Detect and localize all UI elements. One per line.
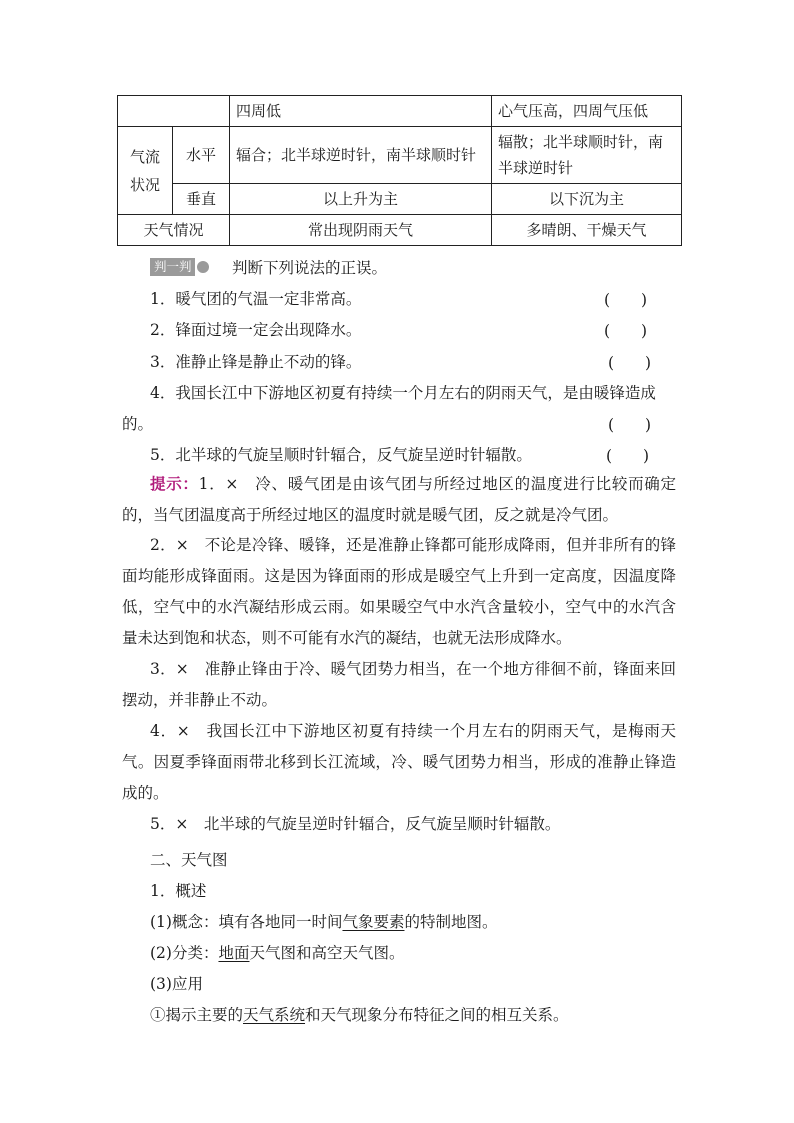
judge-item-4-cont: 的。 — [122, 415, 154, 433]
comparison-table — [117, 95, 682, 246]
hint-3: 3．× 准静止锋由于冷、暖气团势力相当，在一个地方徘徊不前，锋面来回摆动，并非静止不动。 — [122, 660, 676, 709]
hint-1-text: 1．× 冷、暖气团是由该气团与所经过地区的温度进行比较而确定的，当气团温度高于所经过地区的温度时就是暖气团，反之就是冷气团。 — [122, 475, 676, 524]
weather-label-cell — [118, 215, 230, 246]
table-cell-text: 常出现阴雨天气 — [307, 221, 413, 239]
class-underline: 地面 — [218, 944, 250, 962]
judge-title: 判断下列说法的正误。 — [232, 259, 388, 277]
judge-item-1: 1．暖气团的气温一定非常高。 — [150, 290, 362, 308]
table-row — [118, 96, 682, 127]
judge-badge — [150, 258, 209, 276]
table-row — [118, 127, 682, 184]
table-cell-text: 心气压高，四周气压低 — [498, 102, 649, 120]
table-cell-text: 辐散；北半球顺时针，南半球逆时针 — [498, 133, 664, 177]
table-cell — [230, 215, 492, 246]
hint-4: 4．× 我国长江中下游地区初夏有持续一个月左右的阴雨天气，是梅雨天气。因夏季锋面雨带北移到长江流域，冷、暖气团势力相当，形成的准静止锋造成的。 — [122, 722, 676, 802]
section-heading: 二、天气图 — [150, 851, 228, 869]
table-cell — [492, 127, 682, 184]
concept-underline: 气象要素 — [342, 913, 405, 931]
table-cell — [230, 127, 492, 184]
judge-item-5: 5．北半球的气旋呈顺时针辐合，反气旋呈逆时针辐散。 — [150, 446, 532, 464]
application-heading: (3)应用 — [150, 975, 203, 993]
table-row — [118, 215, 682, 246]
table-cell — [492, 215, 682, 246]
table-cell-text: 以上升为主 — [322, 190, 398, 208]
concept-pre: (1)概念：填有各地同一时间 — [150, 913, 343, 931]
concept-line — [150, 911, 678, 933]
table-cell-text: 以下沉为主 — [548, 190, 624, 208]
apply1-underline: 天气系统 — [243, 1006, 306, 1024]
judge-badge-label: 判一判 — [150, 258, 195, 276]
horizontal-label-cell — [173, 127, 230, 184]
airflow-label-cell — [118, 127, 173, 215]
hint-5: 5．× 北半球的气旋呈逆时针辐合，反气旋呈顺时针辐散。 — [150, 815, 561, 833]
answer-paren-2: ( ) — [604, 322, 648, 340]
answer-paren-1: ( ) — [604, 291, 648, 309]
judge-item-2: 2．锋面过境一定会出现降水。 — [150, 321, 362, 339]
horizontal-label: 水平 — [185, 146, 216, 164]
table-cell — [492, 96, 682, 127]
vertical-label: 垂直 — [185, 190, 216, 208]
hint-label: 提示： — [150, 474, 199, 493]
table-cell-empty — [118, 96, 230, 127]
judge-item-3: 3．准静止锋是静止不动的锋。 — [150, 353, 362, 371]
judge-item-4: 4．我国长江中下游地区初夏有持续一个月左右的阴雨天气，是由暖锋造成 — [150, 384, 656, 402]
class-pre: (2)分类： — [150, 944, 219, 962]
table-cell-text: 多晴朗、干燥天气 — [526, 221, 647, 239]
table-cell-text: 辐合；北半球逆时针，南半球顺时针 — [236, 146, 477, 164]
apply1-pre: ①揭示主要的 — [150, 1006, 244, 1024]
concept-post: 的特制地图。 — [404, 913, 498, 931]
table-row — [118, 184, 682, 215]
table-cell — [230, 96, 492, 127]
hint-1 — [122, 468, 676, 531]
hint-2: 2．× 不论是冷锋、暖锋，还是准静止锋都可能形成降雨，但并非所有的锋面均能形成锋面雨。这是因为锋面雨的形成是暖空气上升到一定高度，因温度降低，空气中的水汽凝结形成云雨。如果暖空气中水汽含量较小，空气中的水汽含量未达到饱和状态，则不可能有水汽的凝结，也就无法形成降水。 — [122, 536, 676, 647]
classification-line — [150, 942, 678, 964]
answer-paren-3: ( ) — [608, 354, 652, 372]
airflow-label: 气流状况 — [129, 147, 160, 194]
application-line-1 — [150, 1004, 678, 1026]
badge-dot-icon — [197, 261, 209, 273]
table-cell — [492, 184, 682, 215]
weather-label: 天气情况 — [143, 221, 204, 239]
table-cell — [230, 184, 492, 215]
table-cell-text: 四周低 — [236, 102, 282, 120]
answer-paren-4: ( ) — [608, 416, 652, 434]
apply1-post: 和天气现象分布特征之间的相互关系。 — [305, 1006, 569, 1024]
answer-paren-5: ( ) — [606, 447, 650, 465]
subsection-overview: 1．概述 — [150, 882, 207, 900]
vertical-label-cell — [173, 184, 230, 215]
class-post: 天气图和高空天气图。 — [249, 944, 405, 962]
